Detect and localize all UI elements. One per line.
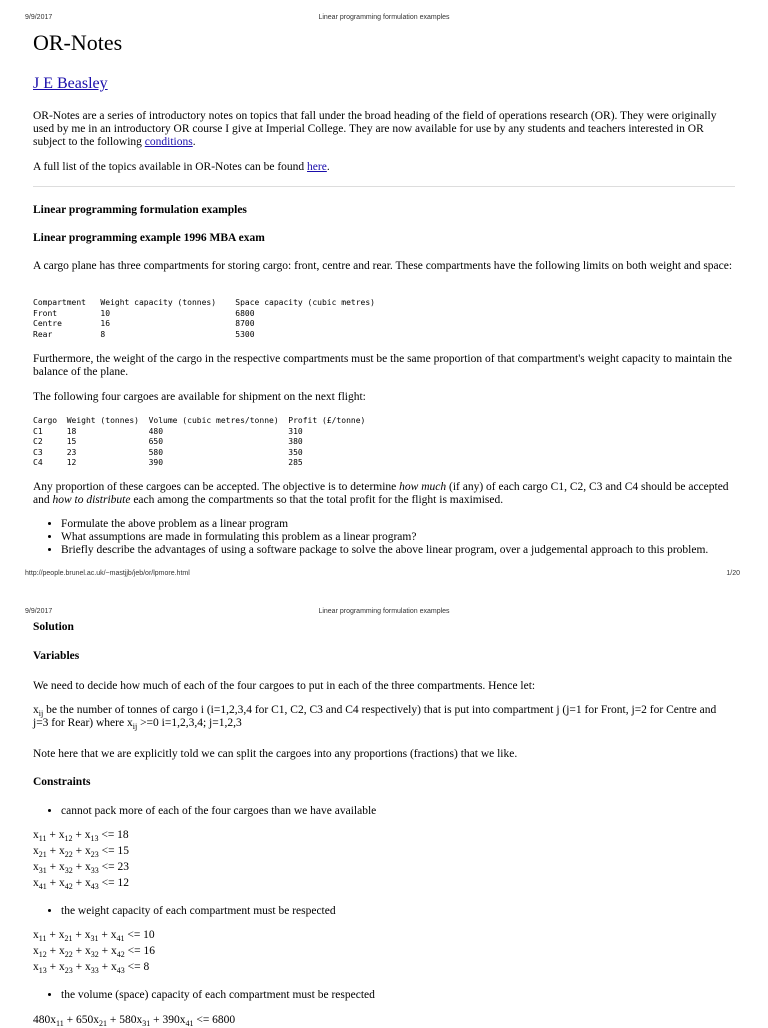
problem-paragraph-4 bbox=[33, 481, 733, 507]
variables-heading-text: Variables bbox=[33, 650, 80, 662]
problem-text-1: A cargo plane has three compartments for storing cargo: front, centre and rear. These compartments have the following limits on both weight and space: bbox=[33, 260, 733, 272]
problem-paragraph-3 bbox=[33, 391, 733, 404]
topics-text: A full list of the topics available in OR-Notes can be found bbox=[33, 161, 308, 173]
constraint-description: • the weight capacity of each compartment must be respected bbox=[61, 905, 733, 918]
topics-end: . bbox=[326, 161, 330, 173]
weight-capacity-constraints bbox=[33, 927, 733, 975]
task-item: • Formulate the above problem as a linear program bbox=[61, 518, 753, 531]
problem-paragraph-1 bbox=[33, 260, 733, 273]
site-title: OR-Notes bbox=[33, 30, 123, 55]
problem-text-2: Furthermore, the weight of the cargo in the respective compartments must be the same proportion of that compartment's weight capacity to maintain the balance of the plane. bbox=[33, 353, 733, 378]
note-text: Note here that we are explicitly told we can split the cargoes into any proportions (fractions) that we like. bbox=[33, 748, 518, 760]
constraint-row: $480x_{11} + 650x_{21} + 580x_{31} + 390x_{41} <= 6800$ bbox=[33, 1014, 236, 1028]
variables-text: We need to decide how much of each of the four cargoes to put in each of the three compartments. Hence let: bbox=[33, 680, 536, 692]
author-link[interactable]: J E Beasley bbox=[33, 75, 108, 92]
variable-bounds: >=0 i=1,2,3,4; j=1,2,3 bbox=[140, 717, 242, 729]
variables-heading bbox=[33, 650, 733, 663]
divider bbox=[33, 186, 735, 187]
page2-header bbox=[0, 608, 768, 622]
heading-formulation bbox=[33, 204, 733, 217]
author-block bbox=[33, 77, 733, 92]
how-to-distribute-emphasis: how to distribute bbox=[52, 494, 131, 506]
constraint-description: • the volume (space) capacity of each compartment must be respected bbox=[61, 989, 733, 1002]
compartment-table bbox=[33, 298, 733, 340]
topics-paragraph bbox=[33, 161, 733, 174]
constraint-description: • cannot pack more of each of the four cargoes than we have available bbox=[61, 805, 733, 818]
solution-heading-text: Solution bbox=[33, 621, 74, 633]
heading-example bbox=[33, 232, 733, 245]
problem-text-4b: (if any) of each cargo C1, C2, C3 and C4 should be accepted and bbox=[33, 481, 729, 506]
variable-definition-text: be the number of tonnes of cargo i (i=1,2,3,4 for C1, C2, C3 and C4 respectively) that is put into compartment j (j=1 for Front, j=2 for Centre and j=3 for Rear) where bbox=[33, 704, 717, 729]
cargo-table-text: Cargo Weight (tonnes) Volume (cubic metres/tonne) Profit (£/tonne) C1 18 480 310 C2 15 650 380 C3 23 580 350 C4 12 390 285 bbox=[33, 416, 366, 467]
constraint-row: $x_{41} + x_{42} + x_{43} <= 12$ bbox=[33, 877, 129, 891]
here-link[interactable]: here bbox=[307, 161, 327, 173]
footer-url: http://people.brunel.ac.uk/~mastjjb/jeb/or/lpmore.html bbox=[25, 570, 190, 577]
constraint-row: $x_{12} + x_{22} + x_{32} + x_{42} <= 16$ bbox=[33, 945, 155, 959]
cargo-availability-constraints bbox=[33, 827, 733, 891]
formulation-heading: Linear programming formulation examples bbox=[33, 204, 247, 216]
intro-paragraph bbox=[33, 110, 733, 149]
intro-text: OR-Notes are a series of introductory notes on topics that fall under the broad heading of the field of operations research (OR). They were originally used by me in an introductory OR course I give at Imperial College. They are now available for use by any students and teachers interested in OR subject to the following bbox=[33, 110, 717, 148]
constraint-row: $x_{13} + x_{23} + x_{33} + x_{43} <= 8$ bbox=[33, 961, 150, 975]
site-title-block bbox=[33, 30, 733, 55]
note-paragraph bbox=[33, 748, 733, 761]
task-item: • What assumptions are made in formulating this problem as a linear program? bbox=[61, 531, 753, 544]
xij-symbol: $x_{ij}$ bbox=[126, 717, 138, 731]
constraint-row: $x_{31} + x_{32} + x_{33} <= 23$ bbox=[33, 861, 129, 875]
conditions-link[interactable]: conditions bbox=[144, 136, 193, 148]
constraints-heading bbox=[33, 776, 733, 789]
problem-text-4a: Any proportion of these cargoes can be accepted. The objective is to determine bbox=[33, 481, 400, 493]
solution-heading bbox=[33, 621, 733, 634]
xij-symbol: $x_{ij}$ bbox=[33, 704, 44, 718]
constraint-bullet-3 bbox=[33, 989, 733, 1002]
constraint-bullet-2 bbox=[33, 905, 733, 918]
footer-page-number: 1/20 bbox=[726, 570, 740, 577]
task-item: • Briefly describe the advantages of using a software package to solve the above linear program, over a judgemental approach to this problem. bbox=[61, 544, 753, 557]
header-date: 9/9/2017 bbox=[25, 14, 53, 21]
header-title: Linear programming formulation examples bbox=[318, 14, 450, 21]
page1-header bbox=[0, 14, 768, 28]
page1-footer bbox=[0, 570, 768, 584]
how-much-emphasis: how much bbox=[399, 481, 447, 493]
variable-definition bbox=[33, 704, 733, 730]
intro-end: . bbox=[192, 136, 196, 148]
header-date: 9/9/2017 bbox=[25, 608, 53, 615]
problem-paragraph-2 bbox=[33, 353, 733, 379]
problem-text-4c: each among the compartments so that the total profit for the flight is maximised. bbox=[130, 494, 504, 506]
constraints-heading-text: Constraints bbox=[33, 776, 91, 788]
variables-paragraph bbox=[33, 680, 733, 693]
compartment-table-text: Compartment Weight capacity (tonnes) Space capacity (cubic metres) Front 10 6800 Centre 16 8700 Rear 8 5300 bbox=[33, 298, 375, 339]
volume-capacity-constraints bbox=[33, 1012, 733, 1028]
problem-text-3: The following four cargoes are available for shipment on the next flight: bbox=[33, 391, 366, 403]
constraint-row: $x_{21} + x_{22} + x_{23} <= 15$ bbox=[33, 845, 129, 859]
constraint-bullet-1 bbox=[33, 805, 733, 818]
constraint-row: $x_{11} + x_{21} + x_{31} + x_{41} <= 10$ bbox=[33, 929, 155, 943]
example-heading: Linear programming example 1996 MBA exam bbox=[33, 232, 265, 244]
task-list bbox=[33, 518, 753, 557]
constraint-row: $x_{11} + x_{12} + x_{13} <= 18$ bbox=[33, 829, 129, 843]
header-title: Linear programming formulation examples bbox=[318, 608, 450, 615]
cargo-table bbox=[33, 416, 733, 469]
